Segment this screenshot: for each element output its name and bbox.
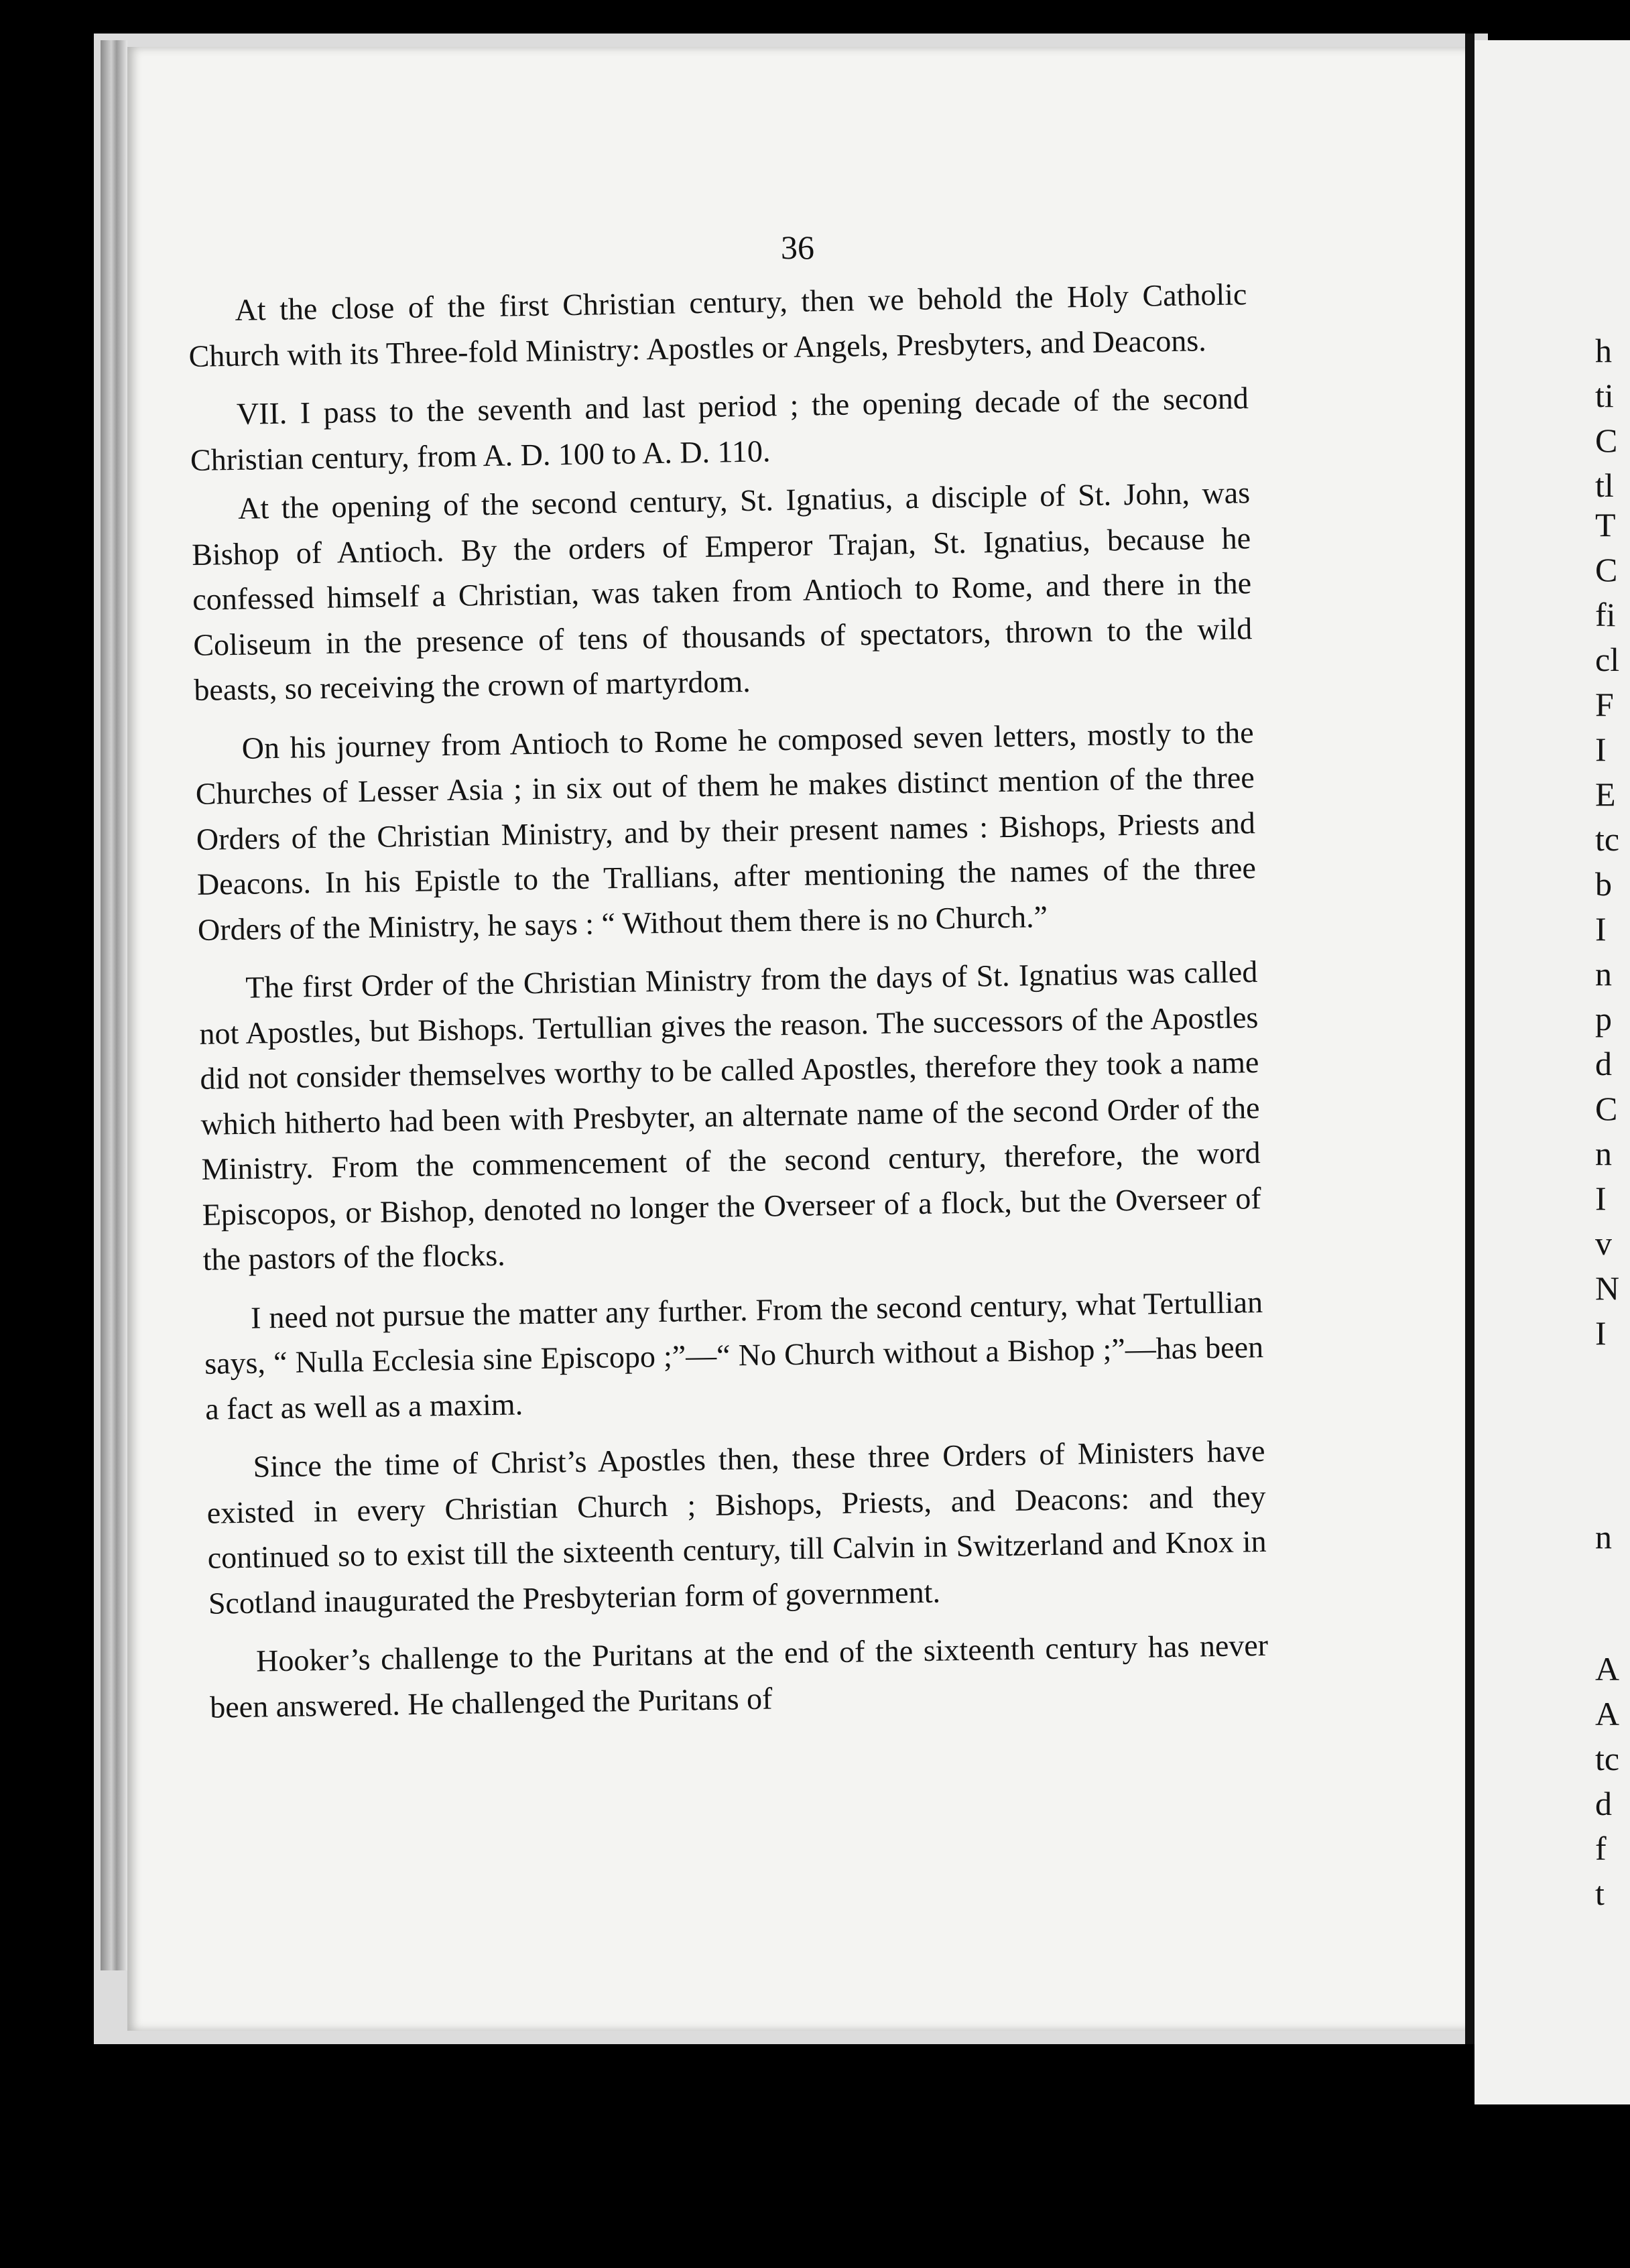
adjacent-fragment: E: [1595, 775, 1616, 813]
adjacent-fragment: C: [1595, 1090, 1618, 1127]
adjacent-fragment: I: [1595, 1180, 1607, 1217]
adjacent-fragment: A: [1595, 1695, 1620, 1732]
adjacent-fragment: C: [1595, 422, 1618, 459]
adjacent-fragment: I: [1595, 1314, 1607, 1352]
paragraph-1: At the close of the first Christian century, then we behold the Holy Catholic Church with its Three-fold Ministry: Apostles or Angels, Presbyters, and Deacons.: [188, 277, 1247, 373]
paragraph-4: On his journey from Antioch to Rome he composed seven letters, mostly to the Churches of Lesser Asia ; in six out of them he makes distinct mention of the three Orders of the Christian Ministry, and by their present names : Bishops, Priests and Deacons. In his Epistle to the Trallians, after mentioning the names of the three Orders of the Ministry, he says : “ Without them there is no Church.”: [195, 714, 1257, 947]
page-body-text: [188, 271, 1269, 1743]
adjacent-fragment: n: [1595, 955, 1612, 993]
paragraph-5: The first Order of the Christian Ministry from the days of St. Ignatius was called not Apostles, but Bishops. Tertullian gives the reason. The successors of the Apostles did not consider themselves worthy to be called Apostles, therefore they took a name which hitherto had been with Presbyter, an alternate name of the second Order of the Ministry. From the commencement of the second century, therefore, the word Episcopos, or Bishop, denoted no longer the Overseer of a flock, but the Overseer of the pastors of the flocks.: [199, 954, 1261, 1277]
page-edge-shadow: [101, 40, 127, 1970]
adjacent-fragment: I: [1595, 731, 1607, 768]
adjacent-fragment: f: [1595, 1830, 1607, 1867]
adjacent-fragment: tc: [1595, 820, 1620, 858]
paragraph-6: I need not pursue the matter any further. From the second century, what Tertullian says, “ Nulla Ecclesia sine Episcopo ;”—“ No Church without a Bishop ;”—has been a fact as well as a maxim.: [204, 1284, 1264, 1426]
book-gutter: [1465, 34, 1475, 2044]
adjacent-fragment: F: [1595, 686, 1614, 723]
adjacent-fragment: d: [1595, 1785, 1612, 1822]
adjacent-fragment-group-top: [1595, 328, 1617, 508]
adjacent-fragment: C: [1595, 551, 1618, 588]
adjacent-fragment: v: [1595, 1224, 1612, 1262]
adjacent-fragment: I: [1595, 910, 1607, 948]
adjacent-fragment: tl: [1595, 466, 1614, 504]
adjacent-fragment: fi: [1595, 596, 1616, 633]
adjacent-fragment: tc: [1595, 1740, 1620, 1777]
adjacent-fragment: d: [1595, 1045, 1612, 1082]
paragraph-7: Since the time of Christ’s Apostles then, these three Orders of Ministers have existed in every Christian Church ; Bishops, Priests, and Deacons: and they continued so to exist till the sixteenth century, till Calvin in Switzerland and Knox in Scotland inaugurated the Presbyterian form of government.: [206, 1433, 1267, 1621]
paragraph-2: VII. I pass to the seventh and last period ; the opening decade of the second Christian century, from A. D. 100 to A. D. 110.: [190, 381, 1249, 477]
adjacent-fragment: N: [1595, 1269, 1620, 1307]
adjacent-fragment: A: [1595, 1650, 1620, 1688]
paragraph-3: At the opening of the second century, St. Ignatius, a disciple of St. John, was Bishop of Antioch. By the orders of Emperor Trajan, St. Ignatius, because he confessed himself a Christian, was taken from Antioch to Rome, and there in the Coliseum in the presence of tens of thousands of spectators, thrown to the wild beasts, so receiving the crown of martyrdom.: [191, 475, 1253, 707]
adjacent-fragment-group-bottom: [1595, 1515, 1619, 1916]
adjacent-fragment: t: [1595, 1875, 1605, 1912]
paragraph-8: Hooker’s challenge to the Puritans at the end of the sixteenth century has never been answered. He challenged the Puritans of: [209, 1627, 1269, 1724]
adjacent-fragment: p: [1595, 1000, 1612, 1037]
adjacent-fragment: ti: [1595, 377, 1614, 414]
adjacent-fragment: n: [1595, 1518, 1612, 1556]
adjacent-fragment: h: [1595, 332, 1612, 369]
adjacent-fragment: cl: [1595, 641, 1620, 678]
adjacent-fragment: n: [1595, 1135, 1612, 1172]
adjacent-fragment-group-middle: [1595, 503, 1619, 1356]
adjacent-fragment: T: [1595, 506, 1616, 544]
adjacent-fragment: b: [1595, 865, 1612, 903]
page-number: 36: [781, 229, 814, 266]
